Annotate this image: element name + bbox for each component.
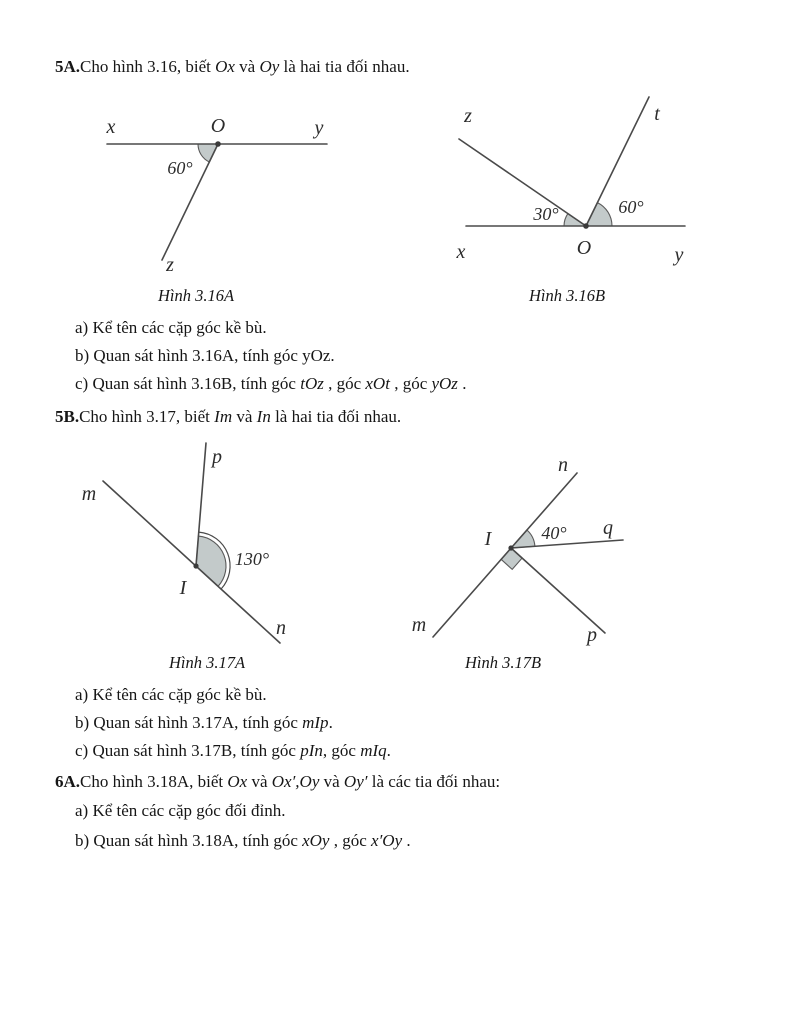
label-x: x	[456, 241, 466, 263]
item-5b-c-text-3: .	[386, 741, 391, 760]
item-5a-c-text-1: c) Quan sát hình 3.16B, tính góc	[75, 374, 301, 393]
math-ox: Ox	[215, 57, 235, 76]
angle-wedge-40	[511, 530, 535, 548]
figure-3-17a	[75, 438, 305, 653]
problem-5b-intro-2: và	[232, 407, 257, 426]
math-yoz: yOz	[431, 374, 458, 393]
label-m: m	[411, 614, 427, 636]
angle-label-40: 40°	[541, 523, 567, 543]
label-i: I	[179, 577, 187, 599]
item-5a-c-text-4: .	[457, 374, 467, 393]
math-miq: mIq	[360, 741, 387, 760]
item-6a-b-text-2: , góc	[329, 831, 372, 850]
vertex-o-dot	[215, 141, 221, 147]
angle-label-60: 60°	[167, 158, 193, 178]
item-6a-b	[75, 830, 411, 851]
item-5b-a: a) Kể tên các cặp góc kề bù.	[75, 685, 267, 704]
item-5b-c-text-2: , góc	[322, 741, 361, 760]
problem-5b-intro-1: Cho hình 3.17, biết	[79, 407, 215, 426]
problem-6a-intro-4: là các tia đối nhau:	[367, 772, 501, 791]
item-5a-c-text-3: , góc	[389, 374, 432, 393]
label-y: y	[674, 244, 684, 266]
label-n: n	[276, 617, 286, 639]
item-6a-a: a) Kể tên các cặp góc đối đỉnh.	[75, 801, 286, 820]
math-oxp-oy: Ox′,Oy	[271, 772, 320, 791]
vertex-i-dot	[508, 545, 513, 550]
math-mip: mIp	[302, 713, 329, 732]
label-p: p	[212, 446, 222, 468]
caption-fig-3-16a: Hình 3.16A	[157, 286, 235, 305]
label-o: O	[210, 115, 226, 137]
figure-3-16b	[445, 90, 695, 270]
caption-fig-3-17a: Hình 3.17A	[168, 653, 246, 672]
problem-5b-title	[55, 406, 401, 427]
problem-5a-intro-1: Cho hình 3.16, biết	[80, 57, 216, 76]
item-5b-b-text-1: b) Quan sát hình 3.17A, tính góc	[75, 713, 303, 732]
math-in: In	[256, 407, 271, 426]
item-5a-b: b) Quan sát hình 3.16A, tính góc yOz.	[75, 346, 335, 365]
item-5b-b	[75, 712, 333, 733]
label-q: q	[603, 517, 613, 539]
problem-5a-intro-3: là hai tia đối nhau.	[279, 57, 410, 76]
label-x: x	[106, 116, 116, 138]
problem-6a-number: 6A.	[55, 772, 81, 791]
math-toz: tOz	[300, 374, 324, 393]
angle-label-130: 130°	[234, 549, 270, 569]
angle-label-30: 30°	[533, 204, 559, 224]
angle-label-60: 60°	[618, 197, 644, 217]
math-im: Im	[214, 407, 233, 426]
figure-3-16a	[95, 95, 340, 280]
problem-5a-intro-2: và	[234, 57, 260, 76]
problem-6a-intro-3: và	[319, 772, 344, 791]
math-oyp: Oy′	[343, 772, 368, 791]
item-5b-b-text-2: .	[328, 713, 333, 732]
math-oy: Oy	[259, 57, 280, 76]
problem-5a-number: 5A.	[55, 57, 81, 76]
math-xot: xOt	[365, 374, 390, 393]
problem-6a-intro-1: Cho hình 3.18A, biết	[80, 772, 228, 791]
problem-6a-intro-2: và	[247, 772, 272, 791]
ray-oz	[459, 139, 586, 226]
label-n: n	[558, 454, 568, 476]
math-pin: pIn	[300, 741, 323, 760]
right-angle-mark	[501, 548, 522, 569]
item-5b-c-text-1: c) Quan sát hình 3.17B, tính góc	[75, 741, 301, 760]
label-t: t	[654, 103, 660, 125]
vertex-i-dot	[193, 563, 198, 568]
caption-fig-3-16b: Hình 3.16B	[528, 286, 606, 305]
item-5a-c	[75, 373, 466, 394]
angle-wedge-60	[198, 144, 218, 162]
item-5b-c	[75, 740, 391, 761]
vertex-o-dot	[583, 223, 589, 229]
label-o: O	[576, 237, 592, 259]
item-6a-b-text-3: .	[402, 831, 411, 850]
label-z: z	[464, 105, 472, 127]
problem-6a-title	[55, 771, 500, 792]
problem-5b-number: 5B.	[55, 407, 80, 426]
math-ox: Ox	[227, 772, 248, 791]
label-y: y	[314, 117, 324, 139]
angle-wedge-60	[586, 203, 612, 226]
math-xpoy: x′Oy	[371, 831, 403, 850]
item-5a-a: a) Kể tên các cặp góc kề bù.	[75, 318, 267, 337]
item-5a-c-text-2: , góc	[323, 374, 366, 393]
ray-ip	[511, 548, 605, 633]
item-6a-b-text-1: b) Quan sát hình 3.18A, tính góc	[75, 831, 303, 850]
caption-fig-3-17b: Hình 3.17B	[464, 653, 542, 672]
problem-5a-title	[55, 56, 410, 77]
math-xoy: xOy	[302, 831, 330, 850]
label-m: m	[81, 483, 97, 505]
label-p: p	[587, 624, 597, 646]
line-mn	[433, 473, 577, 637]
label-z: z	[166, 254, 174, 276]
label-i: I	[484, 528, 492, 550]
problem-5b-intro-3: là hai tia đối nhau.	[270, 407, 402, 426]
figure-3-17b	[405, 445, 645, 650]
